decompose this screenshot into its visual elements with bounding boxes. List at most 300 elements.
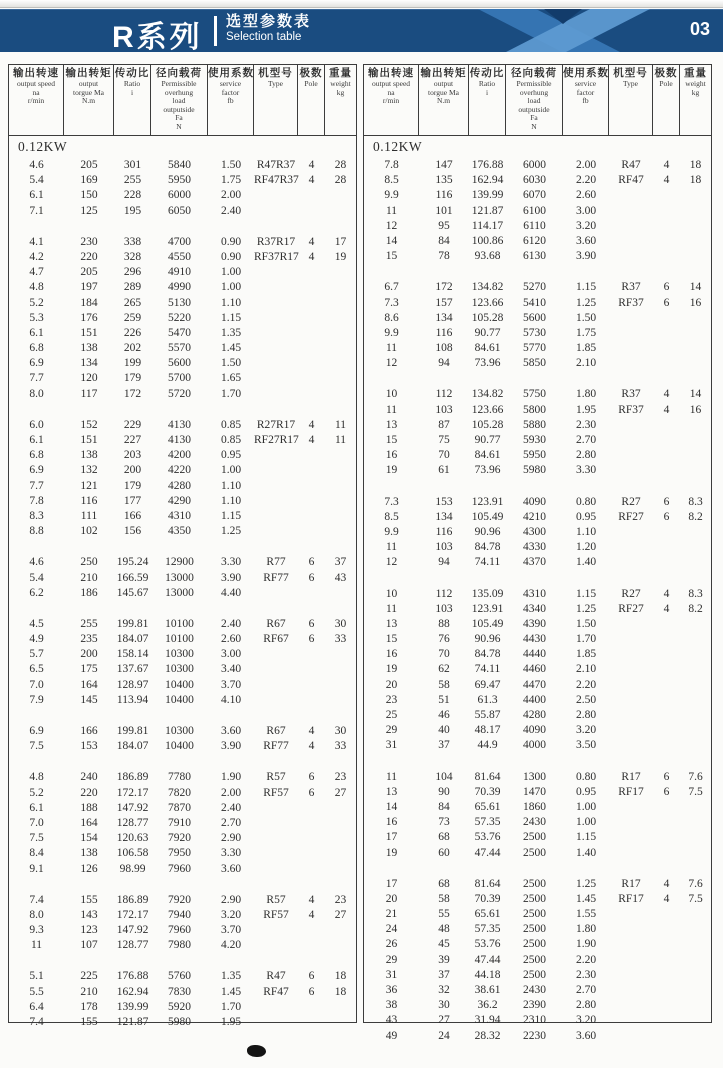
- table-cell: 5950: [523, 449, 546, 462]
- table-cell: 1.25: [575, 602, 597, 615]
- table-cell: 3.30: [220, 556, 242, 569]
- table-cell: 1.95: [220, 1016, 242, 1028]
- table-row: [364, 510, 711, 525]
- table-cell: 16: [385, 449, 398, 462]
- table-cell: 2500: [523, 953, 546, 966]
- table-cell: 7.9: [29, 693, 44, 706]
- table-cell: 11: [385, 403, 398, 416]
- table-cell: 289: [123, 281, 142, 294]
- table-cell: 210: [80, 571, 98, 584]
- table-row: [364, 983, 711, 998]
- table-cell: 14: [385, 800, 398, 813]
- table-cell: R27: [621, 495, 641, 508]
- table-cell: 1.70: [220, 1000, 242, 1013]
- table-row: [9, 265, 356, 280]
- table-cell: RF57: [263, 786, 289, 799]
- table-cell: 7980: [168, 939, 191, 952]
- table-cell: [609, 953, 653, 968]
- table-cell: 4: [308, 159, 315, 171]
- table-cell: [254, 923, 298, 938]
- table-cell: 120.63: [116, 832, 149, 845]
- table-cell: 3.60: [220, 862, 242, 875]
- table-cell: [680, 662, 711, 677]
- table-cell: [254, 662, 298, 677]
- table-cell: 179: [123, 479, 142, 492]
- table-cell: 6.0: [29, 418, 44, 431]
- table-cell: [653, 998, 680, 1013]
- table-cell: 1.70: [220, 387, 242, 400]
- table-cell: [609, 356, 653, 371]
- table-cell: R37R17: [256, 235, 296, 248]
- table-cell: [653, 188, 680, 203]
- table-cell: 2500: [523, 877, 546, 890]
- table-cell: 111: [80, 509, 98, 522]
- table-cell: 186.89: [116, 893, 149, 906]
- table-cell: 4090: [523, 724, 546, 737]
- table-cell: [653, 723, 680, 738]
- table-cell: 7.5: [688, 892, 703, 905]
- table-cell: [653, 448, 680, 463]
- table-cell: 4: [663, 159, 670, 171]
- table-row: [364, 678, 711, 693]
- table-cell: [653, 830, 680, 845]
- table-row: [364, 708, 711, 723]
- table-cell: [680, 846, 711, 861]
- table-cell: 1.40: [575, 846, 597, 859]
- table-cell: 48: [438, 923, 450, 936]
- table-cell: 10300: [165, 663, 194, 676]
- table-row: [9, 678, 356, 693]
- table-cell: R67: [266, 617, 286, 630]
- table-cell: 166: [123, 509, 142, 522]
- table-cell: [254, 524, 298, 539]
- table-cell: 1.15: [575, 587, 597, 600]
- table-cell: 58: [438, 892, 450, 905]
- table-cell: [653, 525, 680, 540]
- table-cell: [298, 923, 325, 938]
- table-cell: 5880: [523, 418, 546, 431]
- table-cell: [254, 479, 298, 494]
- table-row: [9, 724, 356, 739]
- table-cell: 153: [80, 740, 98, 753]
- table-cell: 4310: [168, 509, 191, 522]
- table-cell: 8.5: [384, 510, 399, 523]
- table-cell: [298, 311, 325, 326]
- table-cell: 4.20: [220, 939, 242, 952]
- table-cell: 73.96: [474, 357, 501, 370]
- column-header: [506, 65, 563, 135]
- table-cell: 139.99: [116, 1000, 149, 1013]
- table-row: [364, 403, 711, 418]
- table-cell: [653, 693, 680, 708]
- table-cell: RF27: [618, 602, 644, 615]
- table-cell: 0.80: [575, 495, 597, 508]
- table-cell: 6: [663, 510, 670, 523]
- table-cell: 166: [80, 725, 98, 737]
- table-cell: 2.30: [575, 968, 597, 981]
- table-cell: 199: [123, 357, 142, 370]
- table-cell: 4330: [523, 541, 546, 554]
- table-cell: 176: [80, 311, 98, 324]
- table-cell: 4: [308, 893, 315, 906]
- table-cell: 3.90: [220, 740, 242, 753]
- table-cell: 4.10: [220, 693, 242, 706]
- table-cell: 4090: [523, 495, 546, 508]
- row-group: [9, 158, 356, 219]
- table-cell: 3.60: [220, 725, 242, 737]
- table-cell: 1.95: [575, 403, 597, 416]
- table-cell: 15: [385, 434, 398, 446]
- table-cell: 132: [80, 464, 98, 477]
- table-cell: [298, 387, 325, 402]
- table-cell: [298, 586, 325, 601]
- tables-area: [8, 64, 712, 1042]
- table-cell: 102: [80, 525, 98, 538]
- table-cell: 6070: [523, 189, 546, 202]
- column-header-english: Fa: [530, 113, 538, 123]
- column-header-chinese: 极数: [299, 68, 323, 79]
- table-cell: 105.49: [471, 617, 504, 630]
- table-cell: [680, 953, 711, 968]
- table-cell: 1.00: [220, 464, 242, 477]
- column-header-english: output: [433, 79, 454, 88]
- table-cell: 0.80: [575, 770, 597, 783]
- row-group: [364, 587, 711, 754]
- table-cell: 4: [663, 892, 670, 905]
- table-cell: 1300: [523, 770, 546, 783]
- table-cell: 6: [308, 617, 315, 630]
- table-row: [364, 998, 711, 1013]
- table-cell: 205: [80, 266, 98, 279]
- table-cell: 23: [385, 693, 398, 706]
- table-row: [364, 433, 711, 448]
- table-cell: 0.85: [220, 434, 242, 446]
- table-cell: RF27R17: [254, 434, 299, 446]
- table-row: [9, 524, 356, 539]
- column-header-english: Pole: [304, 79, 318, 88]
- table-cell: 134: [80, 357, 98, 370]
- table-cell: 6030: [523, 174, 546, 187]
- table-cell: [680, 433, 711, 448]
- table-cell: 186: [80, 586, 98, 599]
- table-cell: 4: [308, 418, 315, 431]
- table-cell: 6.1: [29, 434, 44, 446]
- table-cell: 4130: [168, 434, 191, 446]
- table-cell: R27: [621, 587, 641, 600]
- table-cell: 1.25: [575, 877, 597, 890]
- table-cell: 5720: [168, 387, 191, 400]
- table-cell: 81.64: [474, 770, 501, 783]
- table-cell: 135: [435, 174, 453, 187]
- table-cell: 7.0: [29, 816, 44, 829]
- column-header-chinese: 输出转速: [13, 68, 59, 79]
- table-cell: 184.07: [116, 633, 149, 646]
- table-cell: [609, 1029, 653, 1044]
- table-cell: [653, 617, 680, 632]
- table-cell: 20: [385, 678, 398, 691]
- table-cell: 31: [385, 739, 398, 752]
- table-cell: 154: [80, 832, 98, 845]
- table-cell: [609, 998, 653, 1013]
- table-cell: 151: [80, 434, 98, 446]
- table-cell: [254, 1000, 298, 1015]
- table-cell: 4400: [523, 693, 546, 706]
- table-cell: 138: [80, 449, 98, 462]
- table-cell: [325, 938, 356, 953]
- page-top-edge: [0, 0, 723, 8]
- table-row: [364, 662, 711, 677]
- table-cell: 10400: [165, 740, 194, 753]
- column-header: [653, 65, 680, 135]
- column-header-chinese: 重量: [684, 68, 707, 79]
- table-cell: 4440: [523, 648, 546, 661]
- table-row: [9, 448, 356, 463]
- table-cell: 36.2: [477, 999, 498, 1012]
- table-row: [9, 479, 356, 494]
- column-header-english: Type: [623, 79, 638, 88]
- table-cell: 8.0: [29, 908, 44, 921]
- table-cell: 70.39: [474, 892, 501, 905]
- table-cell: [680, 418, 711, 433]
- table-row: [364, 387, 711, 402]
- table-cell: 121.87: [116, 1016, 149, 1028]
- table-cell: RF37R17: [254, 250, 299, 263]
- table-cell: 6.2: [29, 586, 44, 599]
- table-row: [9, 387, 356, 402]
- table-cell: 228: [123, 189, 142, 202]
- table-cell: 29: [385, 953, 398, 966]
- table-cell: 3.50: [575, 739, 597, 752]
- table-cell: [298, 204, 325, 219]
- row-group: [364, 158, 711, 264]
- table-cell: 195.24: [116, 556, 149, 569]
- row-group: [364, 387, 711, 478]
- table-row: [9, 311, 356, 326]
- title-band: [0, 9, 723, 52]
- table-cell: 74.11: [474, 556, 501, 569]
- table-cell: 116: [435, 326, 453, 339]
- column-header-english: weight: [685, 79, 706, 88]
- table-cell: [254, 678, 298, 693]
- table-cell: 13000: [165, 571, 194, 584]
- table-cell: 4200: [168, 449, 191, 462]
- table-cell: 8.3: [29, 509, 44, 522]
- table-cell: 230: [80, 235, 98, 248]
- table-cell: 2500: [523, 968, 546, 981]
- table-cell: 90: [438, 785, 450, 798]
- table-cell: 5.2: [29, 786, 44, 799]
- table-cell: 178: [80, 1000, 98, 1013]
- table-cell: [680, 356, 711, 371]
- table-row: [364, 877, 711, 892]
- table-cell: 5760: [168, 970, 191, 983]
- column-header-chinese: 使用系数: [563, 68, 609, 79]
- table-row: [364, 296, 711, 311]
- table-cell: 9.9: [384, 189, 399, 202]
- table-cell: [653, 540, 680, 555]
- column-header-english: load: [527, 96, 541, 106]
- table-row: [364, 922, 711, 937]
- table-cell: 3.30: [575, 464, 597, 477]
- table-cell: 220: [80, 250, 98, 263]
- table-cell: 15: [385, 250, 398, 263]
- table-cell: 2.00: [220, 189, 242, 202]
- table-cell: 73.96: [474, 464, 501, 477]
- table-cell: [680, 311, 711, 326]
- table-cell: 5800: [523, 403, 546, 416]
- table-cell: 4990: [168, 281, 191, 294]
- table-cell: 4350: [168, 525, 191, 538]
- table-cell: 259: [123, 311, 142, 324]
- table-cell: 105.28: [471, 418, 504, 431]
- table-row: [364, 204, 711, 219]
- table-cell: [325, 448, 356, 463]
- table-cell: 3.20: [575, 724, 597, 737]
- table-cell: 14: [689, 388, 702, 401]
- table-cell: 4.8: [29, 771, 44, 784]
- table-cell: 4340: [523, 602, 546, 615]
- table-cell: RF37: [618, 403, 644, 416]
- table-row: [9, 632, 356, 647]
- table-cell: 1.20: [575, 541, 597, 554]
- table-cell: 78: [438, 250, 450, 263]
- table-cell: 4370: [523, 556, 546, 569]
- table-cell: 158.14: [116, 648, 149, 661]
- table-cell: 200: [123, 464, 142, 477]
- column-header-english: torgue Ma: [428, 87, 459, 97]
- table-cell: 30: [334, 617, 347, 630]
- row-group: [9, 893, 356, 954]
- table-cell: 164: [80, 816, 98, 829]
- table-cell: R27R17: [256, 418, 296, 431]
- table-cell: R57: [266, 771, 286, 784]
- column-header-english: r/min: [382, 96, 400, 106]
- table-cell: 98.99: [119, 862, 146, 875]
- column-header-english: N: [531, 121, 537, 131]
- table-cell: 105.49: [471, 510, 504, 523]
- table-cell: [298, 1015, 325, 1030]
- table-cell: 0.95: [220, 449, 242, 462]
- table-cell: 226: [123, 326, 142, 339]
- table-cell: 90.96: [474, 525, 501, 538]
- table-cell: [298, 662, 325, 677]
- table-cell: 70.39: [474, 785, 501, 798]
- table-cell: 87: [438, 418, 450, 431]
- column-header-english: fb: [227, 96, 234, 106]
- table-cell: 90.77: [474, 434, 501, 446]
- table-cell: [325, 1015, 356, 1030]
- table-cell: 3.90: [220, 571, 242, 584]
- table-cell: 39: [438, 953, 450, 966]
- table-cell: [298, 341, 325, 356]
- table-cell: 6.9: [29, 725, 44, 737]
- table-row: [364, 249, 711, 264]
- row-group: [364, 495, 711, 571]
- table-cell: [298, 678, 325, 693]
- table-cell: 172.17: [116, 908, 149, 921]
- table-cell: 7920: [168, 893, 191, 906]
- table-cell: [298, 448, 325, 463]
- table-cell: 8.6: [384, 311, 399, 324]
- table-cell: RF47: [618, 174, 644, 187]
- table-cell: [325, 494, 356, 509]
- table-row: [9, 662, 356, 677]
- table-cell: 61: [438, 464, 450, 477]
- table-cell: [325, 801, 356, 816]
- table-cell: 3.20: [220, 908, 242, 921]
- scan-artifact: [247, 1045, 266, 1057]
- table-cell: 43: [385, 1014, 398, 1027]
- table-cell: 301: [123, 159, 142, 171]
- page-number: 03: [689, 19, 710, 39]
- table-cell: 2.00: [220, 786, 242, 799]
- table-cell: [254, 494, 298, 509]
- table-cell: 101: [435, 204, 453, 217]
- table-cell: 8.5: [384, 174, 399, 187]
- table-cell: 88: [438, 617, 450, 630]
- table-cell: 3.70: [220, 924, 242, 937]
- table-cell: 18: [689, 159, 702, 171]
- table-cell: 1.50: [220, 357, 242, 370]
- table-cell: 106.58: [116, 847, 149, 860]
- row-group: [9, 235, 356, 402]
- table-cell: 2230: [523, 1029, 546, 1042]
- table-cell: 7.4: [29, 1016, 44, 1028]
- table-cell: 3.60: [575, 1029, 597, 1042]
- table-cell: RF37: [618, 296, 644, 309]
- table-cell: RF47R37: [254, 174, 299, 187]
- table-cell: [653, 311, 680, 326]
- table-cell: 1.75: [220, 174, 242, 187]
- table-cell: [325, 586, 356, 601]
- table-cell: [325, 326, 356, 341]
- column-header-english: weight: [330, 79, 351, 88]
- table-cell: 164: [80, 678, 98, 691]
- table-cell: 19: [385, 464, 398, 477]
- column-header-english: outputside: [518, 104, 550, 114]
- table-cell: 6050: [168, 204, 191, 217]
- table-cell: RF27: [618, 510, 644, 523]
- table-cell: 2500: [523, 846, 546, 859]
- table-cell: [653, 647, 680, 662]
- table-cell: 1.80: [575, 923, 597, 936]
- table-cell: 138: [80, 847, 98, 860]
- table-cell: 7.5: [29, 832, 44, 845]
- table-cell: 104: [435, 770, 453, 783]
- table-row: [9, 893, 356, 908]
- table-row: [364, 830, 711, 845]
- table-cell: 11: [334, 434, 347, 446]
- table-cell: 69.47: [474, 678, 501, 691]
- table-cell: 27: [334, 908, 347, 921]
- table-cell: [254, 938, 298, 953]
- column-header-english: i: [130, 87, 134, 97]
- subtitle-chinese: 选型参数表: [226, 13, 312, 30]
- table-cell: 2430: [523, 816, 546, 829]
- table-row: [9, 693, 356, 708]
- table-cell: R47: [266, 970, 286, 983]
- column-header-english: output: [78, 79, 99, 88]
- table-cell: 137.67: [116, 663, 149, 676]
- table-cell: 105.28: [471, 311, 504, 324]
- table-cell: 7950: [168, 847, 191, 860]
- table-cell: 1.10: [220, 479, 242, 492]
- table-cell: 4460: [523, 663, 546, 676]
- table-cell: [680, 219, 711, 234]
- table-cell: [680, 463, 711, 478]
- table-cell: [254, 463, 298, 478]
- table-cell: [609, 617, 653, 632]
